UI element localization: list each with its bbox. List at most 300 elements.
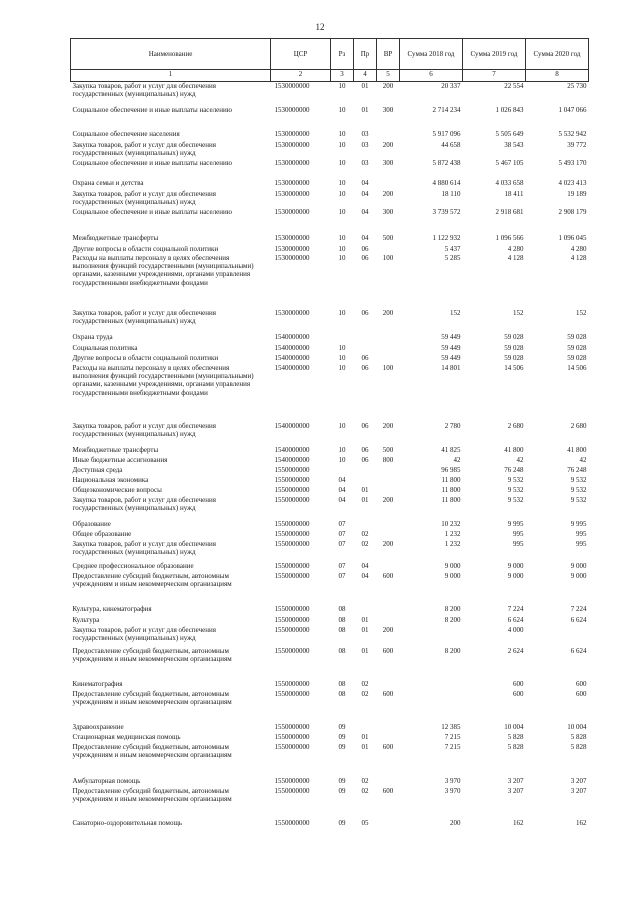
row-pr: 06 [361, 421, 369, 430]
row-name: Общеэкономические вопросы [72, 485, 162, 494]
row-sum-2018: 11 800 [441, 495, 461, 504]
table-row [71, 333, 589, 344]
row-name: Социальная политика [72, 343, 138, 352]
row-rz [331, 333, 354, 344]
row-name: Санаторно-оздоровительная помощь [72, 818, 183, 827]
row-csr: 1530000000 [274, 189, 310, 198]
row-name: Закупка товаров, работ и услуг для обеспечения государственных (муниципальных) нужд [72, 140, 216, 157]
row-csr: 1550000000 [274, 625, 310, 634]
row-sum-2018: 2 780 [444, 421, 461, 430]
row-sum-2020: 4 023 413 [558, 178, 587, 187]
row-csr: 1540000000 [274, 455, 310, 464]
row-vr: 100 [382, 363, 394, 372]
row-name: Закупка товаров, работ и услуг для обеспечения государственных (муниципальных) нужд [72, 421, 216, 438]
row-sum-2020: 4 280 [570, 244, 587, 253]
row-sum-2020: 5 493 170 [558, 158, 587, 167]
row-csr: 1550000000 [274, 539, 310, 548]
row-vr [377, 605, 400, 616]
row-vr: 600 [382, 786, 394, 795]
row-pr: 01 [361, 82, 369, 90]
row-csr: 1530000000 [274, 140, 310, 149]
row-pr: 06 [361, 253, 369, 262]
column-number: 5 [377, 70, 400, 82]
row-name: Социальное обеспечение и иные выплаты населению [72, 105, 232, 114]
row-pr: 02 [361, 539, 369, 548]
row-sum-2020: 76 248 [567, 465, 587, 474]
row-csr: 1550000000 [274, 485, 310, 494]
column-number-row [71, 70, 589, 82]
budget-table [70, 38, 589, 829]
row-csr: 1530000000 [274, 308, 310, 317]
row-sum-2019: 59 028 [504, 343, 524, 352]
row-csr: 1550000000 [274, 475, 310, 484]
row-rz: 09 [338, 732, 346, 741]
row-csr: 1550000000 [274, 519, 310, 528]
row-name: Закупка товаров, работ и услуг для обеспечения государственных (муниципальных) нужд [72, 82, 216, 99]
row-name: Амбулаторная помощь [72, 776, 141, 785]
row-name: Межбюджетные трансферты [72, 233, 159, 242]
row-name: Стационарная медицинская помощь [72, 732, 181, 741]
row-pr [354, 605, 377, 616]
row-pr: 03 [361, 140, 369, 149]
row-vr: 600 [382, 742, 394, 751]
row-rz: 10 [338, 233, 346, 242]
row-vr [377, 333, 400, 344]
row-vr: 200 [382, 539, 394, 548]
row-sum-2019: 9 532 [507, 495, 524, 504]
row-sum-2019: 5 828 [507, 742, 524, 751]
row-csr: 1550000000 [274, 722, 310, 731]
row-pr: 01 [361, 742, 369, 751]
row-sum-2019: 995 [513, 529, 524, 538]
column-number: 7 [463, 70, 526, 82]
row-rz: 10 [338, 363, 346, 372]
row-csr: 1530000000 [274, 253, 310, 262]
row-sum-2019: 2 680 [507, 421, 524, 430]
row-sum-2018: 200 [450, 818, 461, 827]
row-sum-2020: 3 207 [570, 786, 587, 795]
row-rz [331, 466, 354, 476]
row-pr: 06 [361, 244, 369, 253]
row-name: Социальное обеспечение и иные выплаты населению [72, 158, 232, 167]
row-rz: 04 [338, 475, 346, 484]
row-rz: 10 [338, 253, 346, 262]
table-row [71, 245, 589, 254]
row-pr: 02 [361, 786, 369, 795]
row-name: Закупка товаров, работ и услуг для обеспечения государственных (муниципальных) нужд [72, 189, 216, 206]
table-row [71, 208, 589, 234]
row-pr: 01 [361, 615, 369, 624]
row-pr: 01 [361, 495, 369, 504]
row-sum-2020: 1 096 045 [558, 233, 587, 242]
row-sum-2019: 41 800 [504, 445, 524, 454]
row-name: Охрана семьи и детства [72, 178, 144, 187]
row-sum-2018: 2 714 234 [432, 105, 461, 114]
header-pr: Пр [354, 39, 377, 70]
table-row [71, 743, 589, 777]
table-row [71, 254, 589, 309]
row-sum-2018: 5 917 096 [432, 129, 461, 138]
row-csr: 1550000000 [274, 571, 310, 580]
row-sum-2020: 5 828 [570, 742, 587, 751]
row-vr: 200 [382, 82, 394, 90]
row-vr: 200 [382, 421, 394, 430]
row-vr: 600 [382, 689, 394, 698]
column-number: 2 [271, 70, 331, 82]
row-rz: 10 [338, 140, 346, 149]
row-rz: 10 [338, 353, 346, 362]
header-row [71, 39, 589, 70]
row-sum-2019: 14 506 [504, 363, 524, 372]
row-vr: 300 [382, 207, 394, 216]
row-pr [354, 476, 377, 486]
row-sum-2020: 6 624 [570, 646, 587, 655]
row-sum-2019: 162 [513, 818, 524, 827]
row-sum-2018: 7 215 [444, 742, 461, 751]
row-sum-2018 [400, 690, 463, 723]
row-csr: 1530000000 [274, 82, 310, 90]
row-csr: 1530000000 [274, 129, 310, 138]
table-row [71, 179, 589, 190]
row-rz: 10 [338, 129, 346, 138]
row-csr: 1550000000 [274, 689, 310, 698]
row-sum-2018: 1 232 [444, 529, 461, 538]
row-vr [377, 130, 400, 141]
row-sum-2019: 9 000 [507, 571, 524, 580]
row-sum-2018: 59 449 [441, 343, 461, 352]
table-row [71, 520, 589, 530]
row-sum-2020: 7 224 [570, 604, 587, 613]
row-sum-2018: 3 970 [444, 786, 461, 795]
row-vr: 500 [382, 445, 394, 454]
table-row [71, 234, 589, 245]
row-pr: 01 [361, 646, 369, 655]
row-sum-2020: 25 730 [567, 82, 587, 90]
row-vr [377, 344, 400, 354]
row-vr [377, 466, 400, 476]
row-sum-2020: 1 047 066 [558, 105, 587, 114]
row-sum-2020: 9 532 [570, 495, 587, 504]
table-row [71, 690, 589, 723]
row-vr [377, 179, 400, 190]
row-sum-2020: 6 624 [570, 615, 587, 624]
row-name: Другие вопросы в области социальной политики [72, 244, 219, 253]
row-name: Среднее профессиональное образование [72, 561, 194, 570]
row-name: Предоставление субсидий бюджетным, автономным учреждениям и иным некоммерческим организациям [72, 742, 232, 759]
row-sum-2018: 59 449 [441, 353, 461, 362]
row-sum-2019: 600 [513, 689, 524, 698]
row-rz: 10 [338, 445, 346, 454]
row-name: Расходы на выплаты персоналу в целях обеспечения выполнения функций государственными (муниципальными) органами, казенными учреждениями, органами управления государственными внебюджетными фондами [72, 363, 254, 397]
row-pr: 06 [361, 445, 369, 454]
header-rz: Рз [331, 39, 354, 70]
row-sum-2020: 19 189 [567, 189, 587, 198]
table-row [71, 647, 589, 680]
row-vr [377, 616, 400, 626]
row-sum-2019: 3 207 [507, 776, 524, 785]
row-vr: 200 [382, 189, 394, 198]
row-pr: 03 [361, 158, 369, 167]
row-vr: 500 [382, 233, 394, 242]
table-row [71, 446, 589, 456]
table-row [71, 130, 589, 141]
row-name: Закупка товаров, работ и услуг для обеспечения государственных (муниципальных) нужд [72, 625, 216, 642]
row-sum-2019: 9 532 [507, 475, 524, 484]
table-row [71, 486, 589, 496]
row-pr: 02 [361, 529, 369, 538]
row-sum-2019: 38 543 [504, 140, 524, 149]
row-sum-2018: 10 232 [441, 519, 461, 528]
row-pr: 01 [361, 732, 369, 741]
row-csr: 1550000000 [274, 604, 310, 613]
row-vr [377, 777, 400, 787]
row-sum-2020: 2 908 179 [558, 207, 587, 216]
row-sum-2020: 59 028 [567, 353, 587, 362]
row-sum-2020 [526, 626, 589, 647]
row-pr: 04 [361, 561, 369, 570]
row-vr: 200 [382, 308, 394, 317]
row-rz: 04 [338, 495, 346, 504]
row-pr: 01 [361, 485, 369, 494]
row-pr: 02 [361, 689, 369, 698]
row-vr [377, 476, 400, 486]
row-pr [354, 723, 377, 733]
table-row [71, 364, 589, 422]
row-sum-2020: 152 [576, 308, 587, 317]
row-sum-2018: 42 [453, 455, 461, 464]
row-sum-2020: 2 680 [570, 421, 587, 430]
table-row [71, 787, 589, 819]
row-sum-2020: 39 772 [567, 140, 587, 149]
row-vr [377, 819, 400, 829]
row-csr: 1540000000 [274, 332, 310, 341]
table-row [71, 496, 589, 520]
row-name: Культура, кинематография [72, 604, 152, 613]
row-sum-2019: 7 224 [507, 604, 524, 613]
row-vr: 300 [382, 105, 394, 114]
row-sum-2018: 11 800 [441, 475, 461, 484]
row-vr [377, 245, 400, 254]
table-row [71, 466, 589, 476]
row-vr [377, 562, 400, 572]
row-sum-2019: 3 207 [507, 786, 524, 795]
row-sum-2019: 152 [513, 308, 524, 317]
row-sum-2020: 59 028 [567, 332, 587, 341]
row-rz: 08 [338, 689, 346, 698]
row-sum-2019: 22 554 [504, 82, 524, 90]
row-pr: 02 [361, 679, 369, 688]
row-vr [377, 680, 400, 690]
row-sum-2018: 5 872 438 [432, 158, 461, 167]
row-csr: 1530000000 [274, 105, 310, 114]
row-name: Национальная экономика [72, 475, 149, 484]
row-rz: 09 [338, 818, 346, 827]
table-row [71, 422, 589, 446]
table-row [71, 616, 589, 626]
row-sum-2018: 3 970 [444, 776, 461, 785]
row-pr: 02 [361, 776, 369, 785]
column-number: 4 [354, 70, 377, 82]
row-vr: 200 [382, 495, 394, 504]
row-csr: 1550000000 [274, 742, 310, 751]
column-number: 3 [331, 70, 354, 82]
row-sum-2018: 96 985 [441, 465, 461, 474]
row-vr: 200 [382, 625, 394, 634]
row-vr [377, 733, 400, 743]
row-sum-2020: 9 000 [570, 561, 587, 570]
row-sum-2018: 1 122 932 [432, 233, 461, 242]
row-pr: 04 [361, 178, 369, 187]
row-csr: 1540000000 [274, 445, 310, 454]
page-number: 12 [315, 22, 325, 32]
row-sum-2019: 42 [516, 455, 524, 464]
table-row [71, 540, 589, 562]
row-csr: 1540000000 [274, 363, 310, 372]
row-sum-2020: 4 128 [570, 253, 587, 262]
row-vr [377, 530, 400, 540]
row-sum-2018: 5 437 [444, 244, 461, 253]
row-pr: 03 [361, 129, 369, 138]
row-name: Иные бюджетные ассигнования [72, 455, 168, 464]
table-row [71, 572, 589, 605]
column-number: 6 [400, 70, 463, 82]
table-row [71, 530, 589, 540]
row-pr: 01 [361, 625, 369, 634]
row-vr [377, 520, 400, 530]
row-pr [354, 466, 377, 476]
row-sum-2018: 59 449 [441, 332, 461, 341]
table-row [71, 562, 589, 572]
row-csr: 1550000000 [274, 732, 310, 741]
row-rz: 08 [338, 625, 346, 634]
row-name: Расходы на выплаты персоналу в целях обеспечения выполнения функций государственными (муниципальными) органами, казенными учреждениями, органами управления государственными внебюджетными фондами [72, 253, 254, 287]
row-sum-2018 [400, 680, 463, 690]
row-sum-2020: 5 828 [570, 732, 587, 741]
row-rz: 10 [338, 455, 346, 464]
row-sum-2019: 5 828 [507, 732, 524, 741]
row-sum-2018: 1 232 [444, 539, 461, 548]
row-sum-2019: 600 [513, 679, 524, 688]
row-sum-2019: 2 918 681 [495, 207, 524, 216]
row-sum-2018: 11 800 [441, 485, 461, 494]
row-sum-2020: 5 532 942 [558, 129, 587, 138]
row-csr: 1550000000 [274, 495, 310, 504]
row-rz: 07 [338, 519, 346, 528]
row-name: Кинематография [72, 679, 123, 688]
row-pr: 06 [361, 353, 369, 362]
row-vr: 200 [382, 140, 394, 149]
row-sum-2018: 18 110 [441, 189, 461, 198]
row-sum-2020: 995 [576, 529, 587, 538]
row-sum-2020: 14 506 [567, 363, 587, 372]
row-sum-2019: 1 096 566 [495, 233, 524, 242]
row-sum-2019: 76 248 [504, 465, 524, 474]
row-pr: 04 [361, 571, 369, 580]
row-pr [354, 333, 377, 344]
row-name: Культура [72, 615, 100, 624]
row-pr: 06 [361, 455, 369, 464]
row-sum-2018: 20 337 [441, 82, 461, 90]
row-sum-2018: 41 825 [441, 445, 461, 454]
table-row [71, 344, 589, 354]
row-sum-2018: 9 000 [444, 561, 461, 570]
row-csr: 1530000000 [274, 158, 310, 167]
row-pr: 06 [361, 363, 369, 372]
row-name: Здравоохранение [72, 722, 124, 731]
budget-sheet [70, 38, 588, 829]
row-vr [377, 354, 400, 364]
row-sum-2020: 600 [576, 689, 587, 698]
table-row [71, 723, 589, 733]
row-rz: 09 [338, 742, 346, 751]
row-name: Межбюджетные трансферты [72, 445, 159, 454]
table-row [71, 777, 589, 787]
row-sum-2018: 4 880 614 [432, 178, 461, 187]
row-sum-2019: 9 000 [507, 561, 524, 570]
row-sum-2018: 7 215 [444, 732, 461, 741]
row-name: Социальное обеспечение населения [72, 129, 180, 138]
row-csr: 1540000000 [274, 343, 310, 352]
row-sum-2019: 995 [513, 539, 524, 548]
row-csr: 1550000000 [274, 615, 310, 624]
row-sum-2019: 5 505 649 [495, 129, 524, 138]
row-sum-2018: 152 [450, 308, 461, 317]
row-sum-2018: 8 200 [444, 604, 461, 613]
row-rz: 10 [338, 207, 346, 216]
row-sum-2020: 10 004 [567, 722, 587, 731]
row-sum-2018: 44 658 [441, 140, 461, 149]
row-rz: 08 [338, 604, 346, 613]
row-pr: 01 [361, 105, 369, 114]
row-name: Закупка товаров, работ и услуг для обеспечения государственных (муниципальных) нужд [72, 495, 216, 512]
row-name: Другие вопросы в области социальной политики [72, 353, 219, 362]
row-csr: 1540000000 [274, 353, 310, 362]
row-sum-2020: 600 [576, 679, 587, 688]
row-pr: 05 [361, 818, 369, 827]
row-csr: 1530000000 [274, 178, 310, 187]
row-sum-2020: 9 995 [570, 519, 587, 528]
row-rz: 07 [338, 529, 346, 538]
column-number: 8 [526, 70, 589, 82]
table-row [71, 190, 589, 208]
row-csr: 1530000000 [274, 244, 310, 253]
row-sum-2019: 59 028 [504, 353, 524, 362]
row-vr [377, 486, 400, 496]
row-sum-2020: 42 [579, 455, 587, 464]
row-rz: 10 [338, 158, 346, 167]
row-csr: 1530000000 [274, 233, 310, 242]
row-rz: 08 [338, 679, 346, 688]
header-name: Наименование [71, 39, 271, 70]
row-sum-2020: 9 532 [570, 485, 587, 494]
table-row [71, 476, 589, 486]
row-csr: 1540000000 [274, 421, 310, 430]
column-number: 1 [71, 70, 271, 82]
row-rz: 09 [338, 786, 346, 795]
row-csr: 1550000000 [274, 529, 310, 538]
row-sum-2019: 9 532 [507, 485, 524, 494]
table-row [71, 456, 589, 466]
row-sum-2019: 4 128 [507, 253, 524, 262]
row-name: Доступная среда [72, 465, 123, 474]
header-sum-2019: Сумма 2019 год [463, 39, 526, 70]
header-vr: ВР [377, 39, 400, 70]
table-row [71, 626, 589, 647]
row-sum-2020: 995 [576, 539, 587, 548]
row-sum-2019: 1 026 843 [495, 105, 524, 114]
table-row [71, 354, 589, 364]
row-name: Предоставление субсидий бюджетным, автономным учреждениям и иным некоммерческим организациям [72, 689, 232, 706]
